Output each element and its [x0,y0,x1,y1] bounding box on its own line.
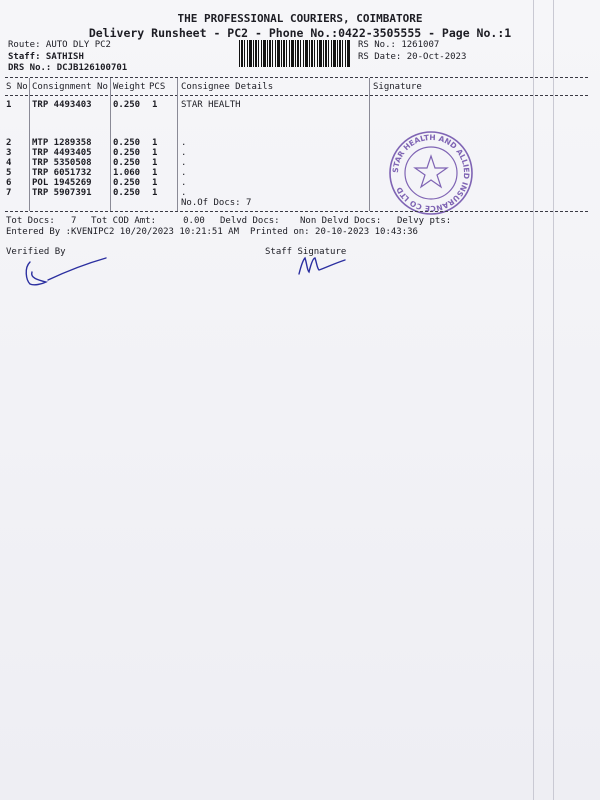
printed-on: Printed on: 20-10-2023 10:43:36 [250,227,418,237]
col-weight: Weight [113,82,146,92]
delivery-points: Delvy pts: [397,216,452,226]
row-pcs: 1 [152,178,158,188]
col-separator [110,78,111,211]
runsheet-subtitle: Delivery Runsheet - PC2 - Phone No.:0422-3505555 - Page No.:1 [88,26,512,40]
row-weight: 0.250 [113,178,141,188]
verified-by-label: Verified By [6,247,66,257]
row-sno: 5 [6,168,12,178]
delivered-docs: Delvd Docs: [220,216,280,226]
drs-number: DRS No.: DCJB126100701 [8,63,128,73]
entered-by: Entered By :KVENIPC2 10/20/2023 10:21:51 AM [6,227,239,237]
col-separator [29,78,30,211]
row-weight: 0.250 [113,100,141,110]
row-consignment: TRP 5907391 [32,188,92,198]
row-consignment: TRP 4493403 [32,100,92,110]
row-consignee: . [181,148,187,158]
row-weight: 0.250 [113,138,141,148]
row-sno: 6 [6,178,12,188]
route: Route: AUTO DLY PC2 [8,40,111,50]
row-pcs: 1 [152,148,158,158]
row-weight: 1.060 [113,168,141,178]
col-consignment: Consignment No [32,82,108,92]
svg-text:STAR HEALTH AND ALLIED INSURAN [391,133,471,213]
total-cod: Tot COD Amt: 0.00 [91,216,205,226]
staff: Staff: SATHISH [8,52,84,62]
row-consignee: . [181,188,187,198]
row-sno: 1 [6,100,12,110]
rs-number: RS No.: 1261007 [358,40,440,50]
row-pcs: 1 [152,168,158,178]
row-consignee: . [181,168,187,178]
row-pcs: 1 [152,158,158,168]
row-weight: 0.250 [113,158,141,168]
row-consignee: . [181,178,187,188]
company-title: THE PROFESSIONAL COURIERS, COIMBATORE [177,12,423,25]
row-pcs: 1 [152,100,158,110]
paper-fold-line [533,0,534,800]
row-sno: 4 [6,158,12,168]
divider-header [5,95,588,96]
non-delivered-docs: Non Delvd Docs: [300,216,382,226]
row-pcs: 1 [152,138,158,148]
row-weight: 0.250 [113,188,141,198]
col-separator [369,78,370,211]
row-consignment: MTP 1289358 [32,138,92,148]
verifier-signature [20,250,110,290]
row-consignment: TRP 4493405 [32,148,92,158]
row-sno: 7 [6,188,12,198]
staff-signature [293,250,353,280]
total-docs: Tot Docs: 7 [6,216,77,226]
row-consignee: . [181,138,187,148]
row-sno: 2 [6,138,12,148]
stamp-text: STAR HEALTH AND ALLIED INSURANCE CO LTD [390,132,472,214]
row-consignment: POL 1945269 [32,178,92,188]
barcode [239,40,351,67]
col-sno: S No [6,82,28,92]
company-stamp [388,130,474,216]
row-pcs: 1 [152,188,158,198]
col-consignee: Consignee Details [181,82,274,92]
row-sno: 3 [6,148,12,158]
row-consignee: . [181,158,187,168]
staff-signature-label: Staff Signature [265,247,347,257]
divider-bottom [5,211,588,212]
row-consignment: TRP 5350508 [32,158,92,168]
col-pcs: PCS [149,82,166,92]
row-consignee: STAR HEALTH [181,100,241,110]
row-consignment: TRP 6051732 [32,168,92,178]
col-signature: Signature [373,82,422,92]
col-separator [177,78,178,211]
rs-date: RS Date: 20-Oct-2023 [358,52,467,62]
row-weight: 0.250 [113,148,141,158]
divider-top [5,77,588,78]
paper-fold-line [553,0,554,800]
no-of-docs: No.Of Docs: 7 [181,198,252,208]
